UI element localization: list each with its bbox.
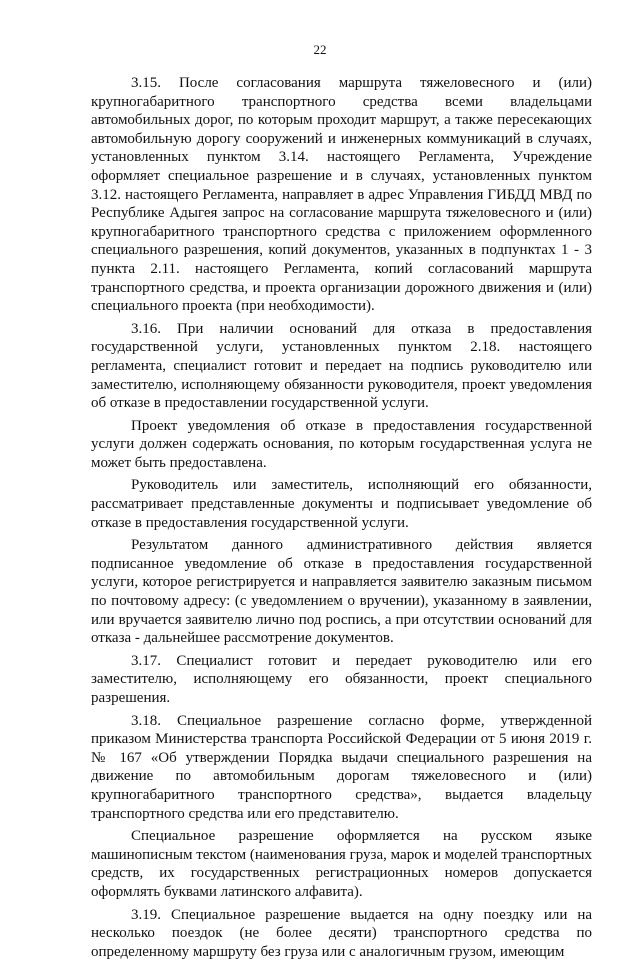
paragraph-3-17: 3.17. Специалист готовит и передает руководителю или его заместителю, исполняющему его обязанности, проект специального разрешения.	[91, 652, 592, 706]
paragraph-action-result: Результатом данного административного действия является подписанное уведомление об отказе в предоставления государственной услуги, которое регистрируется и направляется заявителю заказным письмом по почтовому адресу: (с уведомлением о вручении), указанному в заявлении, или вручается заявителю лично под роспись, а при отсутствии оснований для отказа - дальнейшее рассмотрение документов.	[91, 537, 592, 647]
paragraph-language-rule: Специальное разрешение оформляется на русском языке машинописным текстом (наименования груза, марок и моделей транспортных средств, их государственных регистрационных номеров допускается оформлять буквами латинского алфавита).	[91, 828, 592, 900]
paragraph-3-18: 3.18. Специальное разрешение согласно форме, утвержденной приказом Министерства транспорта Российской Федерации от 5 июня 2019 г. № 167 «Об утверждении Порядка выдачи специального разрешения на движение по автомобильным дорогам тяжеловесного и (или) крупногабаритного транспортного средства», выдается владельцу транспортного средства или его представителю.	[91, 712, 592, 822]
paragraph-3-15: 3.15. После согласования маршрута тяжеловесного и (или) крупногабаритного транспортного средства всеми владельцами автомобильных дорог, по которым проходит маршрут, а также пересекающих автомобильную дорогу сооружений и инженерных коммуникаций в случаях, установленных пунктом 3.14. настоящего Регламента, Учреждение оформляет специальное разрешение и в случаях, установленных пунктом 3.12. настоящего Регламента, направляет в адрес Управления ГИБДД МВД по Республике Адыгея запрос на согласование маршрута тяжеловесного и (или) крупногабаритного транспортного средства с приложением оформленного специального разрешения, копий документов, указанных в подпунктах 1 - 3 пункта 2.11. настоящего Регламента, копий согласований маршрута транспортного средства, и проекта организации дорожного движения и (или) специального проекта (при необходимости).	[91, 75, 592, 315]
paragraph-manager-review: Руководитель или заместитель, исполняющий его обязанности, рассматривает представленные документы и подписывает уведомление об отказе в предоставления государственной услуги.	[91, 477, 592, 531]
page-number: 22	[313, 42, 327, 57]
paragraph-3-19: 3.19. Специальное разрешение выдается на одну поездку или на несколько поездок (не более десяти) транспортного средства по определенному маршруту без груза или с аналогичным грузом, имеющим	[91, 906, 592, 960]
paragraph-refusal-draft: Проект уведомления об отказе в предоставления государственной услуги должен содержать основания, по которым государственная услуга не может быть предоставлена.	[91, 417, 592, 471]
paragraph-3-16: 3.16. При наличии оснований для отказа в предоставления государственной услуги, установленных пунктом 2.18. настоящего регламента, специалист готовит и передает на подпись руководителю или заместителю, исполняющему обязанности руководителя, проект уведомления об отказе в предоставлении государственной услуги.	[91, 320, 592, 412]
document-body	[91, 74, 592, 965]
